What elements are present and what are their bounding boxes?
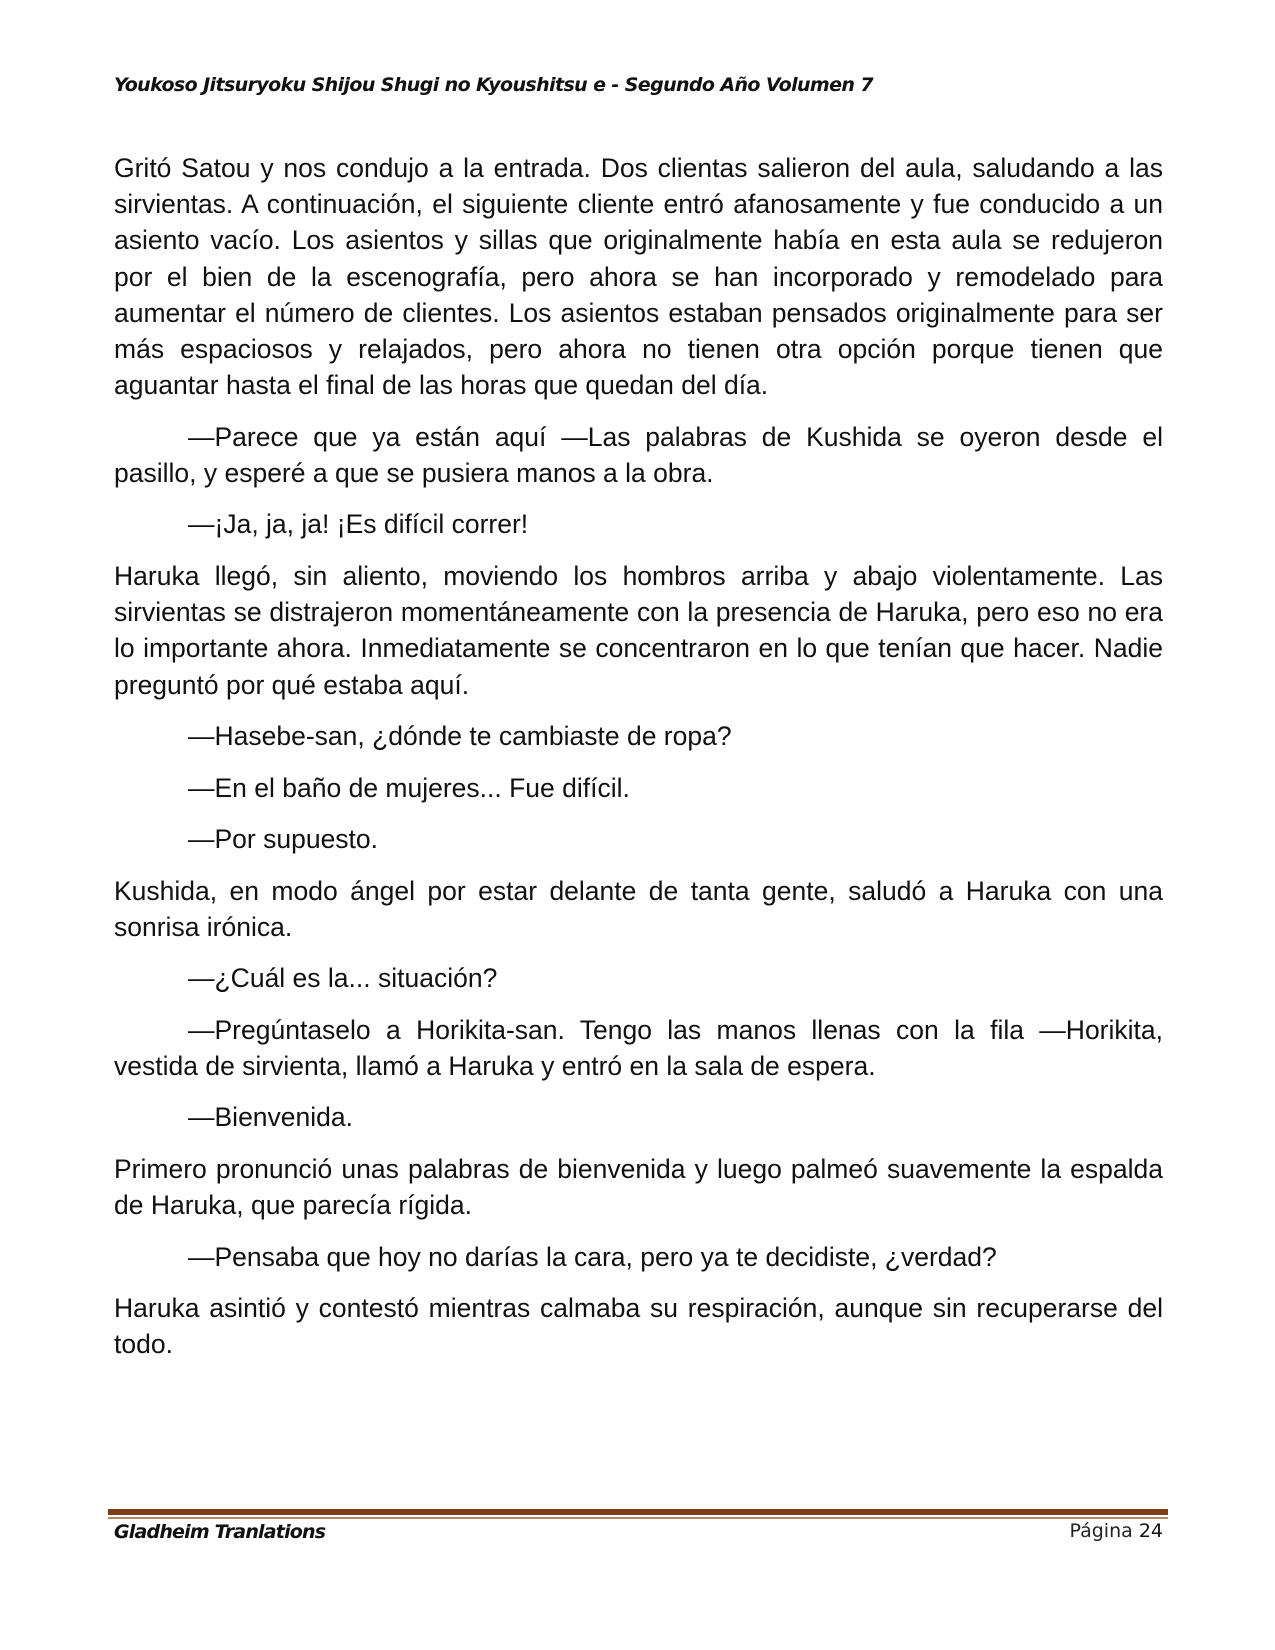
dialogue-line: —Bienvenida. xyxy=(188,1102,353,1133)
paragraph: Kushida, en modo ángel por estar delante de tanta gente, saludó a Haruka con una sonrisa irónica. xyxy=(114,875,1163,942)
paragraph: Haruka asintió y contestó mientras calmaba su respiración, aunque sin recuperarse del todo. xyxy=(114,1293,1163,1360)
footer-rule-thin xyxy=(108,1517,1168,1519)
dialogue-line: —¿Cuál es la... situación? xyxy=(188,963,498,994)
footer-credit: Gladheim Tranlations xyxy=(114,1521,326,1543)
footer-rule xyxy=(108,1509,1168,1519)
page-label: Página xyxy=(1069,1520,1133,1542)
page-number-value: 24 xyxy=(1138,1520,1163,1542)
page-number xyxy=(1069,1520,1163,1542)
dialogue-line: —Pensaba que hoy no darías la cara, pero ya te decidiste, ¿verdad? xyxy=(188,1241,997,1272)
dialogue-line: —Pregúntaselo a Horikita-san. Tengo las manos llenas con la fila —Horikita, vestida de sirvienta, llamó a Haruka y entró en la sala de espera. xyxy=(114,1014,1163,1081)
paragraph: Haruka llegó, sin aliento, moviendo los hombros arriba y abajo violentamente. Las sirvientas se distrajeron momentáneamente con la presencia de Haruka, pero eso no era lo importante ahora. Inmediatamente se concentraron en lo que tenían que hacer. Nadie preguntó por qué estaba aquí. xyxy=(114,560,1163,700)
running-header: Youkoso Jitsuryoku Shijou Shugi no Kyoushitsu e - Segundo Año Volumen 7 xyxy=(114,74,873,96)
paragraph: Gritó Satou y nos condujo a la entrada. Dos clientas salieron del aula, saludando a las sirvientas. A continuación, el siguiente cliente entró afanosamente y fue conducido a un asiento vacío. Los asientos y sillas que originalmente había en esta aula se redujeron por el bien de la escenografía, pero ahora se han incorporado y remodelado para aumentar el número de clientes. Los asientos estaban pensados originalmente para ser más espaciosos y relajados, pero ahora no tienen otra opción porque tienen que aguantar hasta el final de las horas que quedan del día. xyxy=(114,153,1163,401)
dialogue-line: —Por supuesto. xyxy=(188,824,379,855)
dialogue-line: —¡Ja, ja, ja! ¡Es difícil correr! xyxy=(188,509,529,540)
paragraph: Primero pronunció unas palabras de bienvenida y luego palmeó suavemente la espalda de Haruka, que parecía rígida. xyxy=(114,1153,1163,1221)
dialogue-line: —Parece que ya están aquí —Las palabras de Kushida se oyeron desde el pasillo, y esperé a que se pusiera manos a la obra. xyxy=(114,421,1163,488)
footer-rule-thick xyxy=(108,1509,1168,1515)
page-body xyxy=(114,150,1163,1378)
dialogue-line: —Hasebe-san, ¿dónde te cambiaste de ropa? xyxy=(188,721,732,752)
dialogue-line: —En el baño de mujeres... Fue difícil. xyxy=(188,772,630,803)
